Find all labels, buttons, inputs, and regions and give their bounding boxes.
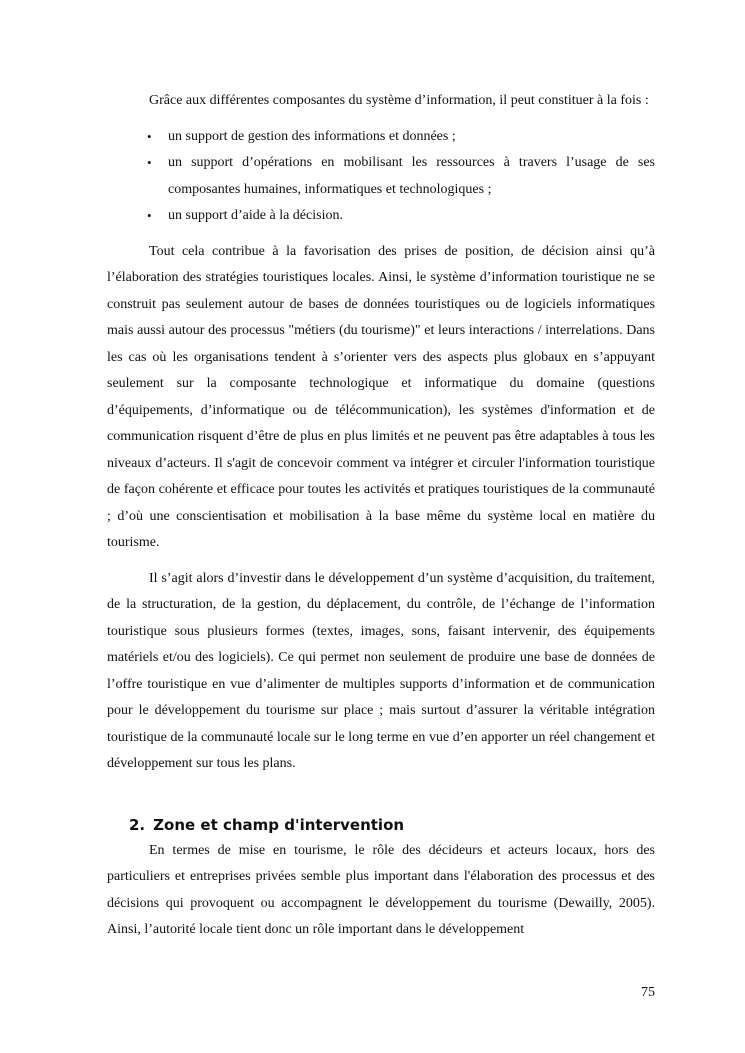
list-item-text: un support d’opérations en mobilisant les ressources à travers l’usage de ses composantes humaines, informatiques et technologiques ;	[168, 155, 655, 197]
list-item	[107, 150, 655, 203]
list-item-text: un support d’aide à la décision.	[168, 208, 343, 223]
page-number: 75	[641, 985, 655, 1000]
page-body	[107, 88, 655, 944]
paragraph-body-3: En termes de mise en tourisme, le rôle des décideurs et acteurs locaux, hors des particuliers et entreprises privées semble plus important dans l'élaboration des processus et des décisions qui provoquent ou accompagnent le développement du tourisme (Dewailly, 2005). Ainsi, l’autorité locale tient donc un rôle important dans le développement	[107, 842, 655, 937]
bullet-icon: •	[147, 208, 152, 223]
bullet-icon: •	[147, 128, 152, 144]
list-item	[107, 203, 655, 230]
bullet-icon: •	[147, 155, 152, 170]
list-item	[107, 124, 655, 151]
bullet-list	[107, 124, 655, 230]
paragraph-body-1: Tout cela contribue à la favorisation des prises de position, de décision ainsi qu’à l’élaboration des stratégies touristiques locales. Ainsi, le système d’information touristique ne se construit pas seulement autour de bases de données touristiques ou de logiciels informatiques mais aussi autour des processus "métiers (du tourisme)" et leurs interactions / interrelations. Dans les cas où les organisations tendent à s’orienter vers des aspects plus globaux en s’appuyant seulement sur la composante technologique et informatique du domaine (questions d’équipements, d’informatique ou de télécommunication), les systèmes d'information et de communication risquent d’être de plus en plus limités et ne peuvent pas être adaptables à tous les niveaux d’acteurs. Il s'agit de concevoir comment va intégrer et circuler l'information touristique de façon cohérente et efficace pour toutes les activités et pratiques touristiques de la communauté ; d’où une conscientisation et mobilisation à la base même du système local en matière du tourisme.	[107, 243, 655, 550]
paragraph-intro: Grâce aux différentes composantes du système d’information, il peut constituer à la fois :	[149, 93, 649, 108]
section-title: Zone et champ d'intervention	[153, 815, 405, 834]
paragraph-body-2: Il s’agit alors d’investir dans le développement d’un système d’acquisition, du traitement, de la structuration, de la gestion, du déplacement, du contrôle, de l’échange de l’information touristique sous plusieurs formes (textes, images, sons, faisant intervenir, des équipements matériels et/ou des logiciels). Ce qui permet non seulement de produire une base de données de l’offre touristique en vue d’alimenter de multiples supports d’information et de communication pour le développement du tourisme sur place ; mais surtout d’assurer la véritable intégration touristique de la communauté locale sur le long terme en vue d’en apporter un réel changement et développement sur tous les plans.	[107, 570, 655, 771]
section-heading	[107, 814, 655, 836]
list-item-text: un support de gestion des informations et données ;	[168, 128, 456, 144]
section-number: 2.	[129, 815, 146, 834]
